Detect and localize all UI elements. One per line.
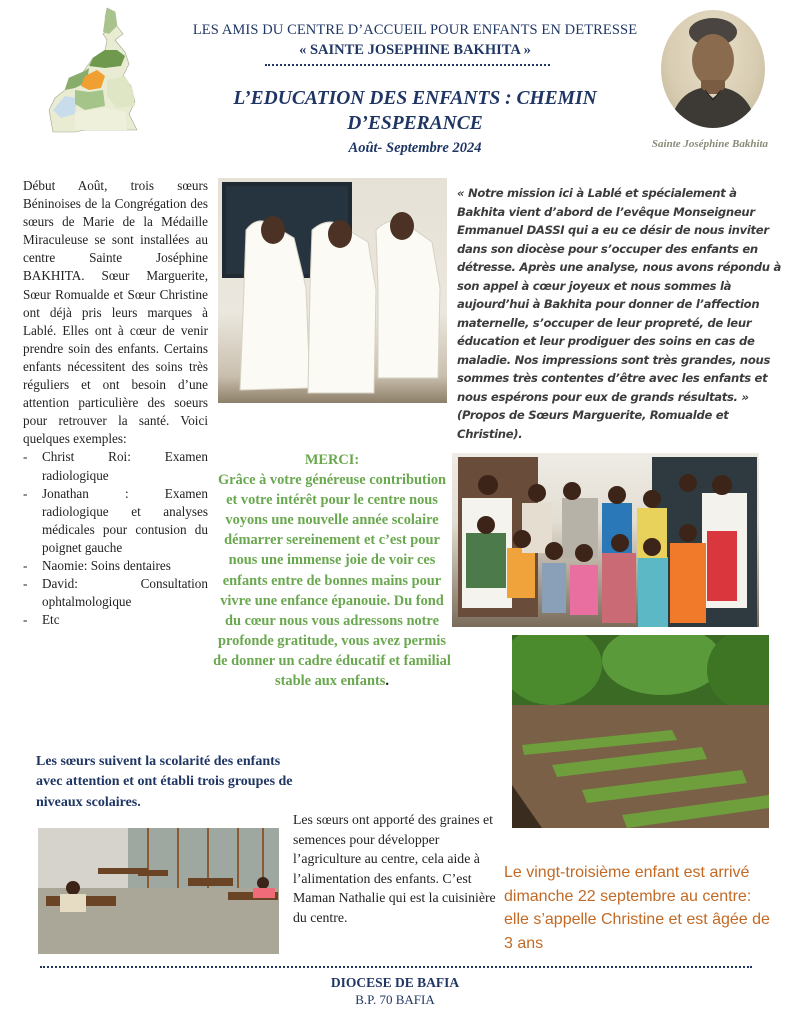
list-item: - Etc: [23, 611, 208, 629]
map-of-cameroon-image: [45, 6, 141, 134]
list-item: - David: Consultation ophtalmologique: [23, 575, 208, 611]
footer-diocese: DIOCESE DE BAFIA: [330, 975, 460, 990]
list-item: - Christ Roi: Examen radiologique: [23, 448, 208, 484]
title-line-2: D’ESPERANCE: [347, 113, 483, 134]
merci-heading: MERCI: [304, 452, 355, 468]
list-item: - Jonathan : Examen radiologique et analyses médicales pour contusion du poignet gauche: [23, 485, 208, 557]
schooling-heading: Les sœurs suivent la scolarité des enfants avec attention et ont établi trois groupes de niveaux scolaires.: [36, 754, 293, 810]
merci-colon: :: [354, 452, 360, 468]
header-divider: [265, 64, 550, 66]
merci-period: .: [385, 673, 389, 690]
quote-attribution: (Propos de Sœurs Marguerite, Romualde et Christine).: [457, 408, 729, 441]
photo-classroom: [38, 828, 279, 954]
thank-you-message: [212, 450, 452, 691]
care-examples-list: [23, 448, 208, 629]
merci-body: Grâce à votre généreuse contribution et votre intérêt pour le centre nous voyons une nouvelle année scolaire démarrer sereinement et c’est pour nous une immense joie de voir ces enfants entre de bonnes mains pour vivre une enfance épanouie. Du fond du cœur nous vous adressons notre profonde gratitude, vous avez permis de donner un cadre éducatif et familial stable aux enfants: [213, 472, 451, 690]
photo-vegetable-garden: [512, 635, 769, 828]
intro-paragraph: Début Août, trois sœurs Béninoises de la Congrégation des sœurs de Marie de la Médaille Miraculeuse se sont installées au centre Sainte Joséphine BAKHITA. Sœur Marguerite, Sœur Romualde et Sœur Christine ont déjà pris leurs marques à Lablé. Elles ont à cœur de venir prendre soin des enfants. Certains enfants nécessitent des soins très réguliers et ont besoin d’une attention particulière des soeurs pour retrouver la santé. Voici quelques exemples:: [23, 178, 208, 447]
footer-address: B.P. 70 BAFIA: [355, 992, 435, 1007]
sisters-quote: [457, 184, 782, 443]
footer-divider: [40, 966, 752, 968]
organization-subtitle: « SAINTE JOSEPHINE BAKHITA »: [299, 42, 531, 58]
photo-sisters-with-children: [452, 453, 759, 627]
agriculture-paragraph: Les sœurs ont apporté des graines et semences pour développer l’agriculture au centre, cela aide à l’alimentation des enfants. C’est Maman Nathalie qui est la cuisinière du centre.: [293, 812, 496, 925]
newsletter-title: [190, 86, 640, 136]
new-child-arrival-notice: Le vingt-troisième enfant est arrivé dimanche 22 septembre au centre: elle s’appelle Christine et est âgée de 3 ans: [504, 864, 770, 952]
portrait-caption: Sainte Joséphine Bakhita: [651, 138, 769, 150]
intro-article: [23, 177, 208, 629]
portrait-sainte-josephine-bakhita: [661, 10, 765, 128]
quote-text: « Notre mission ici à Lablé et spécialement à Bakhita vient d’abord de l’evêque Monseigneur Emmanuel DASSI qui a eu ce désir de nous inviter dans son diocèse pour s’occuper des enfants en détresse. Après une analyse, nous avons répondu à son appel à cœur joyeux et nous sommes là aujourd’hui à Bakhita pour donner de l’affection maternelle, s’occuper de leur propreté, de leur éducation et leur prodiguer des soins en cas de maladie. Nos impressions sont très grandes, nous sommes très contentes d’être avec les enfants et nous espérons pour eux de grands résultats. »: [457, 186, 781, 404]
list-item: - Naomie: Soins dentaires: [23, 557, 208, 575]
organization-name: LES AMIS DU CENTRE D’ACCUEIL POUR ENFANTS EN DETRESSE: [192, 22, 638, 38]
issue-date: Août- Septembre 2024: [348, 140, 482, 156]
title-line-1: L’EDUCATION DES ENFANTS : CHEMIN: [233, 88, 597, 109]
photo-three-sisters: [218, 178, 447, 403]
